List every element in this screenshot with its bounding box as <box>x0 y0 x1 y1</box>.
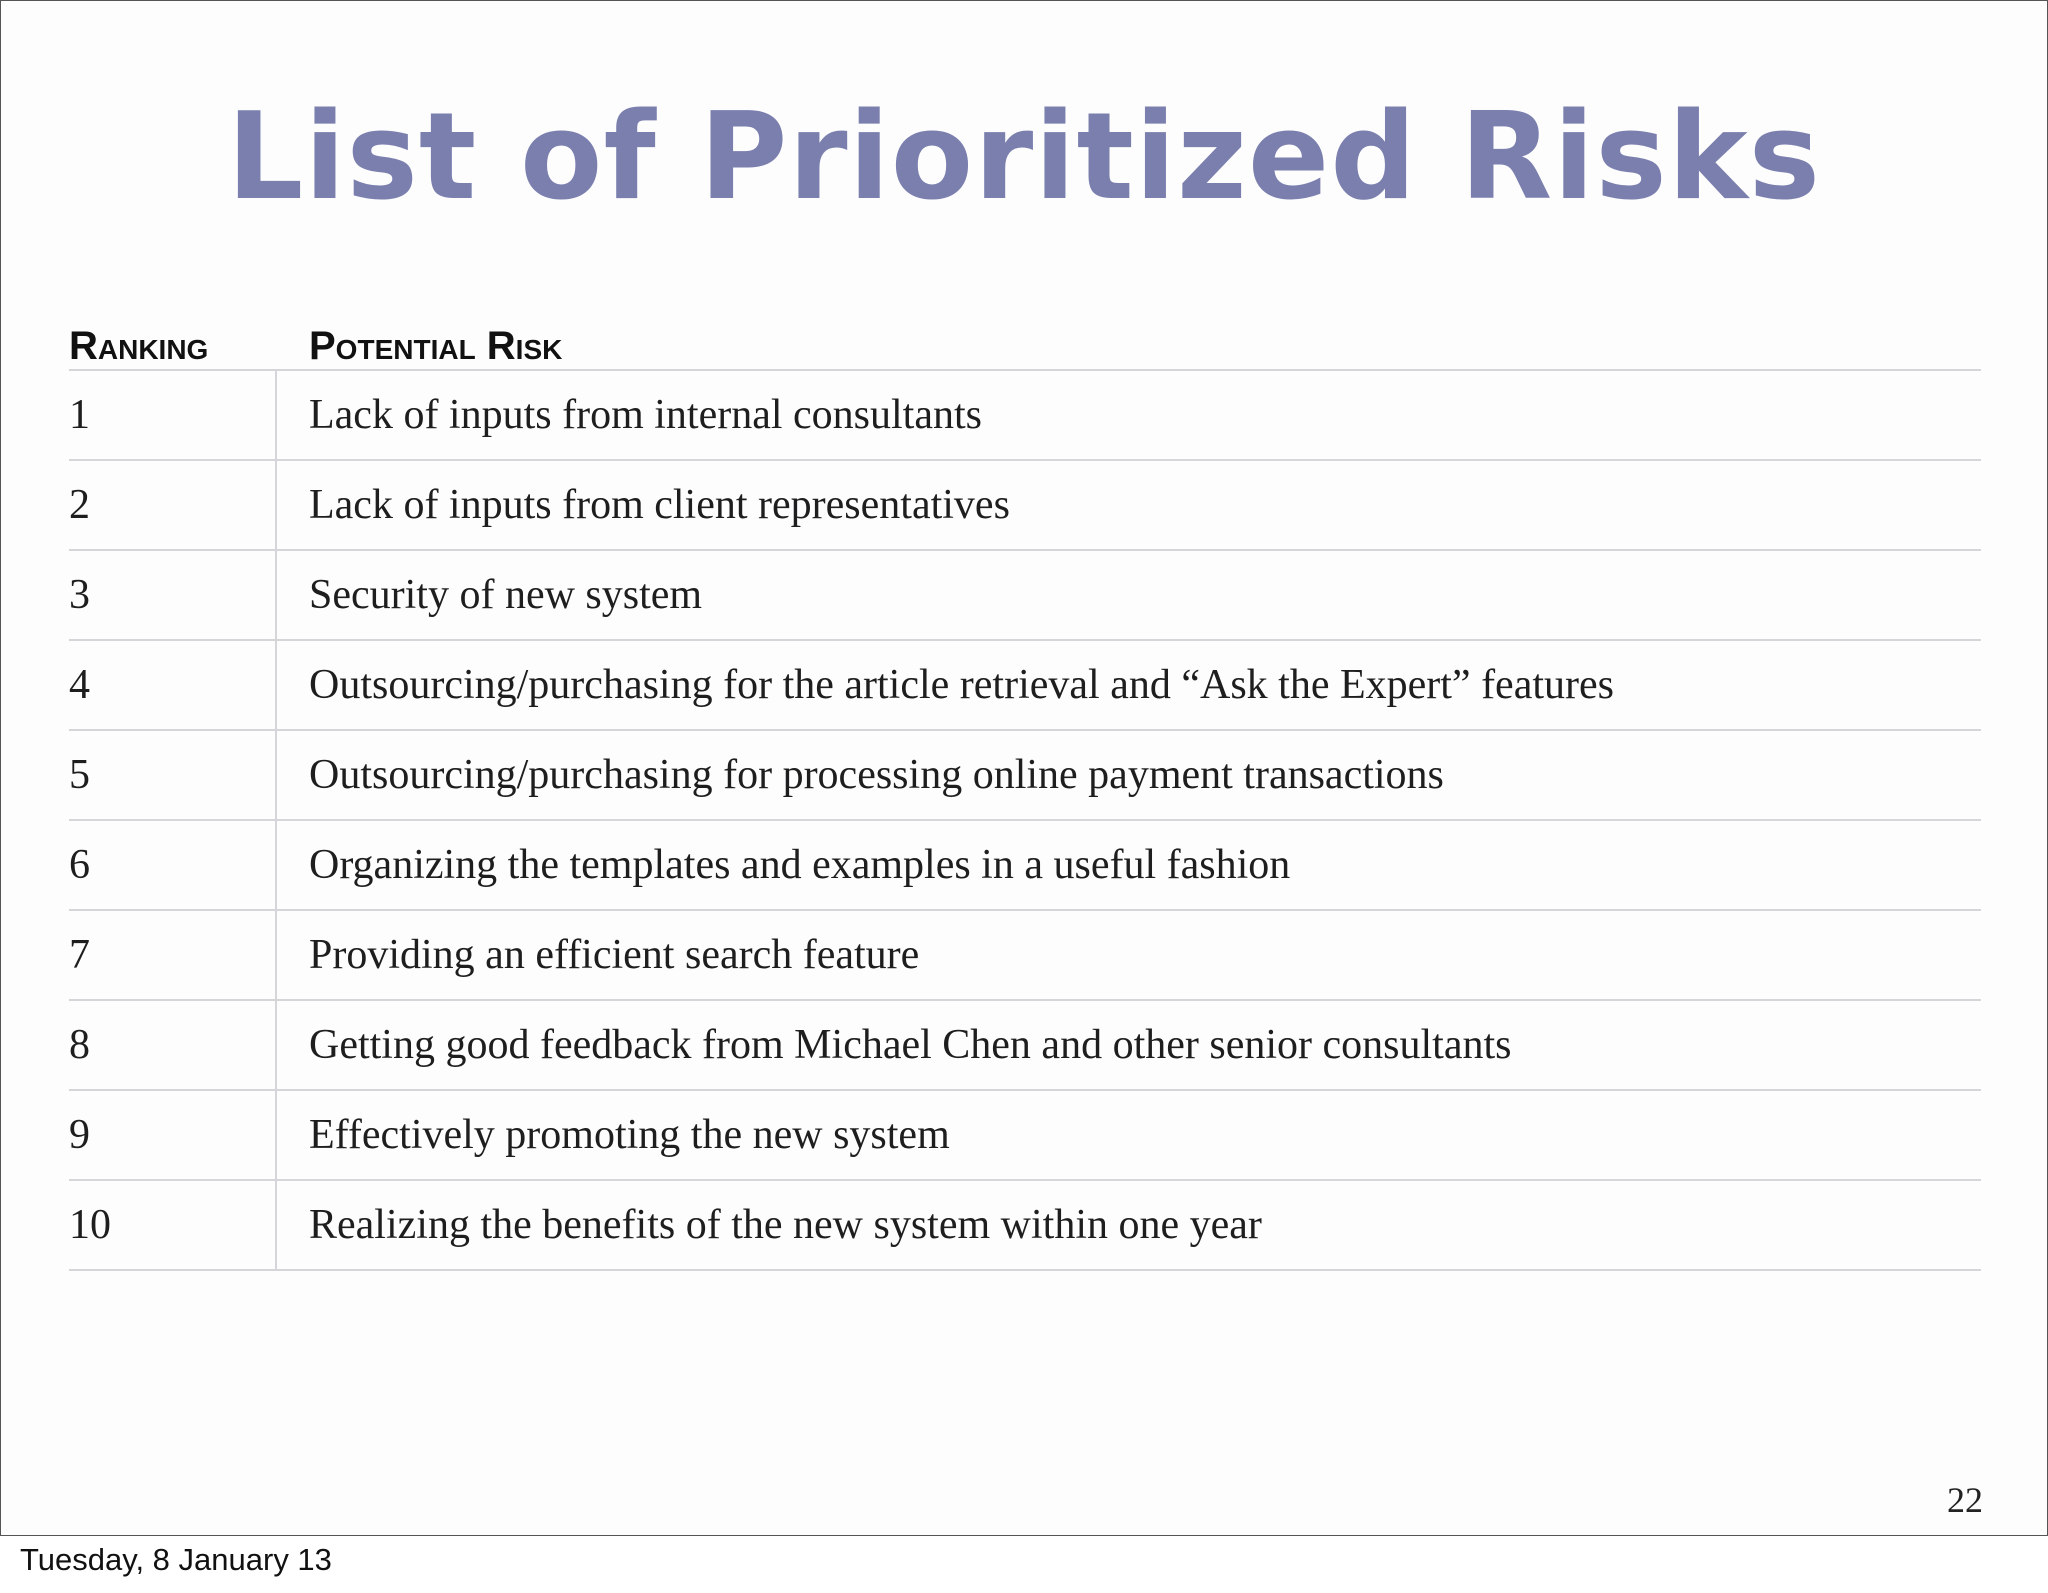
rank-cell: 8 <box>69 1022 90 1068</box>
page-number: 22 <box>1947 1480 1983 1520</box>
column-divider <box>275 551 277 639</box>
table-row <box>69 551 1981 641</box>
risk-cell: Getting good feedback from Michael Chen and other senior consultants <box>309 1022 1512 1068</box>
risk-cell: Lack of inputs from client representatives <box>309 482 1010 528</box>
rank-cell: 3 <box>69 572 90 618</box>
table-row <box>69 731 1981 821</box>
risk-cell: Providing an efficient search feature <box>309 932 920 978</box>
risk-cell: Lack of inputs from internal consultants <box>309 392 983 438</box>
table-row <box>69 641 1981 731</box>
header-ranking: Ranking <box>69 324 209 368</box>
table-header-row <box>69 323 1981 371</box>
rank-cell: 5 <box>69 752 90 798</box>
table-row <box>69 821 1981 911</box>
rank-cell: 4 <box>69 662 90 708</box>
table-row <box>69 911 1981 1001</box>
table-row <box>69 1091 1981 1181</box>
column-divider <box>275 461 277 549</box>
table-row <box>69 1001 1981 1091</box>
column-divider <box>275 911 277 999</box>
risk-cell: Effectively promoting the new system <box>309 1112 950 1158</box>
column-divider <box>275 1181 277 1269</box>
column-divider <box>275 821 277 909</box>
table-row <box>69 1181 1981 1271</box>
risk-cell: Realizing the benefits of the new system within one year <box>309 1202 1262 1248</box>
risk-cell: Outsourcing/purchasing for processing online payment transactions <box>309 752 1444 798</box>
table-row <box>69 461 1981 551</box>
risk-table <box>69 323 1981 1271</box>
risk-cell: Security of new system <box>309 572 703 618</box>
rank-cell: 7 <box>69 932 90 978</box>
column-divider <box>275 731 277 819</box>
column-divider <box>275 1091 277 1179</box>
column-divider <box>275 1001 277 1089</box>
rank-cell: 1 <box>69 392 90 438</box>
header-potential-risk: Potential Risk <box>309 324 563 368</box>
table-row <box>69 371 1981 461</box>
risk-cell: Organizing the templates and examples in a useful fashion <box>309 842 1291 888</box>
rank-cell: 10 <box>69 1202 111 1248</box>
column-divider <box>275 641 277 729</box>
rank-cell: 9 <box>69 1112 90 1158</box>
slide-title: List of Prioritized Risks <box>226 88 1822 227</box>
footer-date: Tuesday, 8 January 13 <box>20 1542 332 1577</box>
risk-cell: Outsourcing/purchasing for the article retrieval and “Ask the Expert” features <box>309 662 1614 708</box>
column-divider <box>275 371 277 459</box>
rank-cell: 2 <box>69 482 90 528</box>
rank-cell: 6 <box>69 842 90 888</box>
table-body <box>69 371 1981 1271</box>
